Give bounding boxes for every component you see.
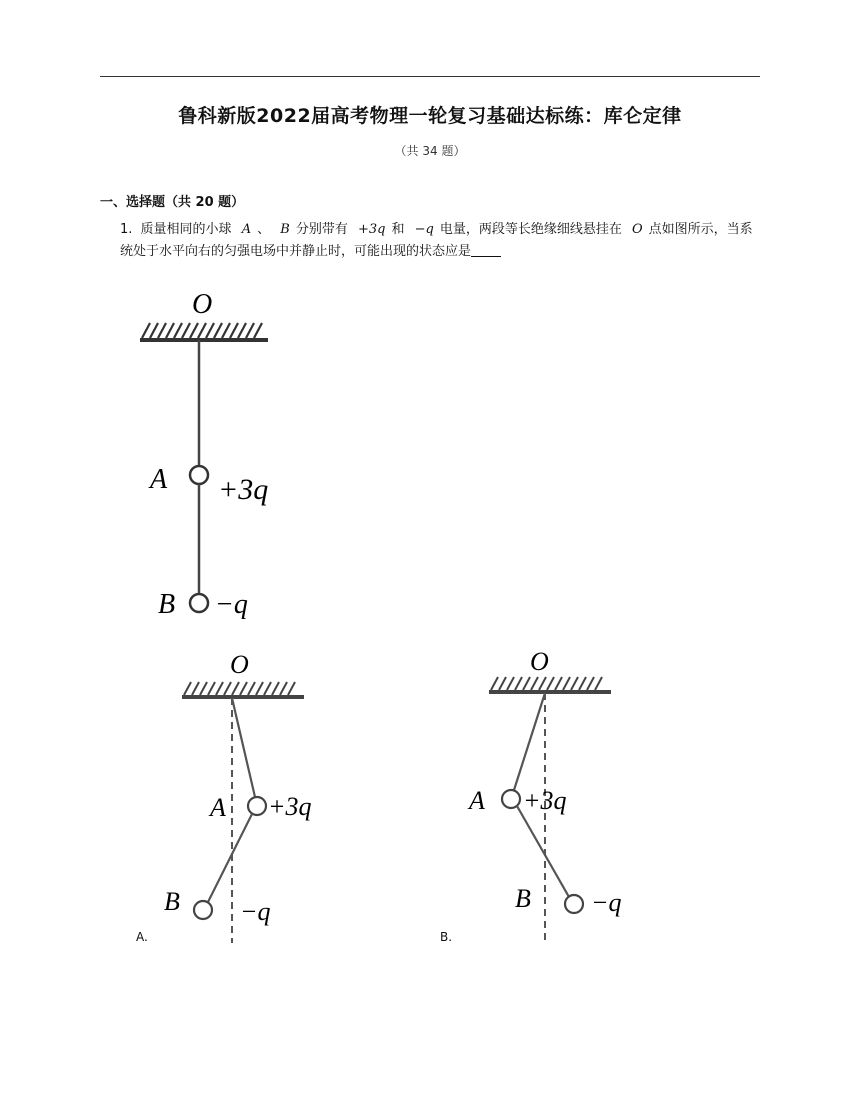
option-b-figure [465, 645, 635, 945]
math-charge-b: −q [414, 222, 434, 237]
figure-label-a: A [150, 464, 168, 495]
question-1 [120, 219, 765, 263]
question-text: 点如图所示，当系统处于水平向右的匀强电场中并静止时，可能出现的状态应是 [120, 222, 753, 259]
question-text: 电量，两段等长绝缘细线悬挂在 [439, 222, 622, 237]
math-ball-a: A [241, 222, 252, 237]
option-a-label-o: O [230, 650, 249, 679]
option-b-label-b: B [515, 884, 531, 913]
option-b-label-charge-b: −q [591, 888, 622, 917]
question-text: 质量相同的小球 [140, 222, 232, 237]
figure-label-o: O [192, 289, 213, 320]
option-a-label[interactable]: A. [136, 930, 148, 944]
option-a-label-a: A [210, 793, 226, 822]
thread-oa [514, 693, 545, 790]
thread-oa [232, 698, 255, 797]
main-figure [130, 285, 290, 625]
question-number: 1. [120, 222, 133, 237]
document-title: 鲁科新版2022届高考物理一轮复习基础达标练：库仑定律 [178, 105, 682, 127]
figure-label-charge-a: +3q [218, 473, 269, 506]
option-b-label-o: O [530, 647, 549, 676]
option-a-label-charge-a: +3q [268, 792, 312, 821]
ball-b [190, 594, 208, 612]
math-point-o: O [632, 222, 643, 237]
question-text: 、 [257, 222, 271, 237]
document-subtitle: （共 34 题） [394, 144, 466, 158]
option-b-label-a: A [469, 786, 485, 815]
figure-label-b: B [158, 589, 176, 620]
section-heading: 一、选择题（共 20 题） [100, 195, 245, 210]
figure-label-charge-b: −q [215, 589, 248, 620]
ball-b [194, 901, 212, 919]
ball-a [248, 797, 266, 815]
ball-a [190, 466, 208, 484]
option-b-label-charge-a: +3q [523, 786, 567, 815]
option-a-label-b: B [164, 887, 180, 916]
answer-blank[interactable] [471, 242, 501, 257]
question-text: 分别带有 [295, 222, 348, 237]
math-charge-a: +3q [357, 222, 386, 237]
ball-a [502, 790, 520, 808]
ball-b [565, 895, 583, 913]
option-b-label[interactable]: B. [440, 930, 453, 944]
top-rule [100, 76, 760, 77]
ceiling-hatch [184, 682, 295, 695]
math-ball-b: B [280, 222, 290, 237]
option-a-label-charge-b: −q [240, 897, 271, 926]
thread-ab [208, 814, 252, 902]
option-a-figure [160, 648, 320, 948]
ceiling-hatch [491, 677, 602, 690]
question-text: 和 [391, 222, 405, 237]
ceiling-hatch [142, 323, 262, 338]
